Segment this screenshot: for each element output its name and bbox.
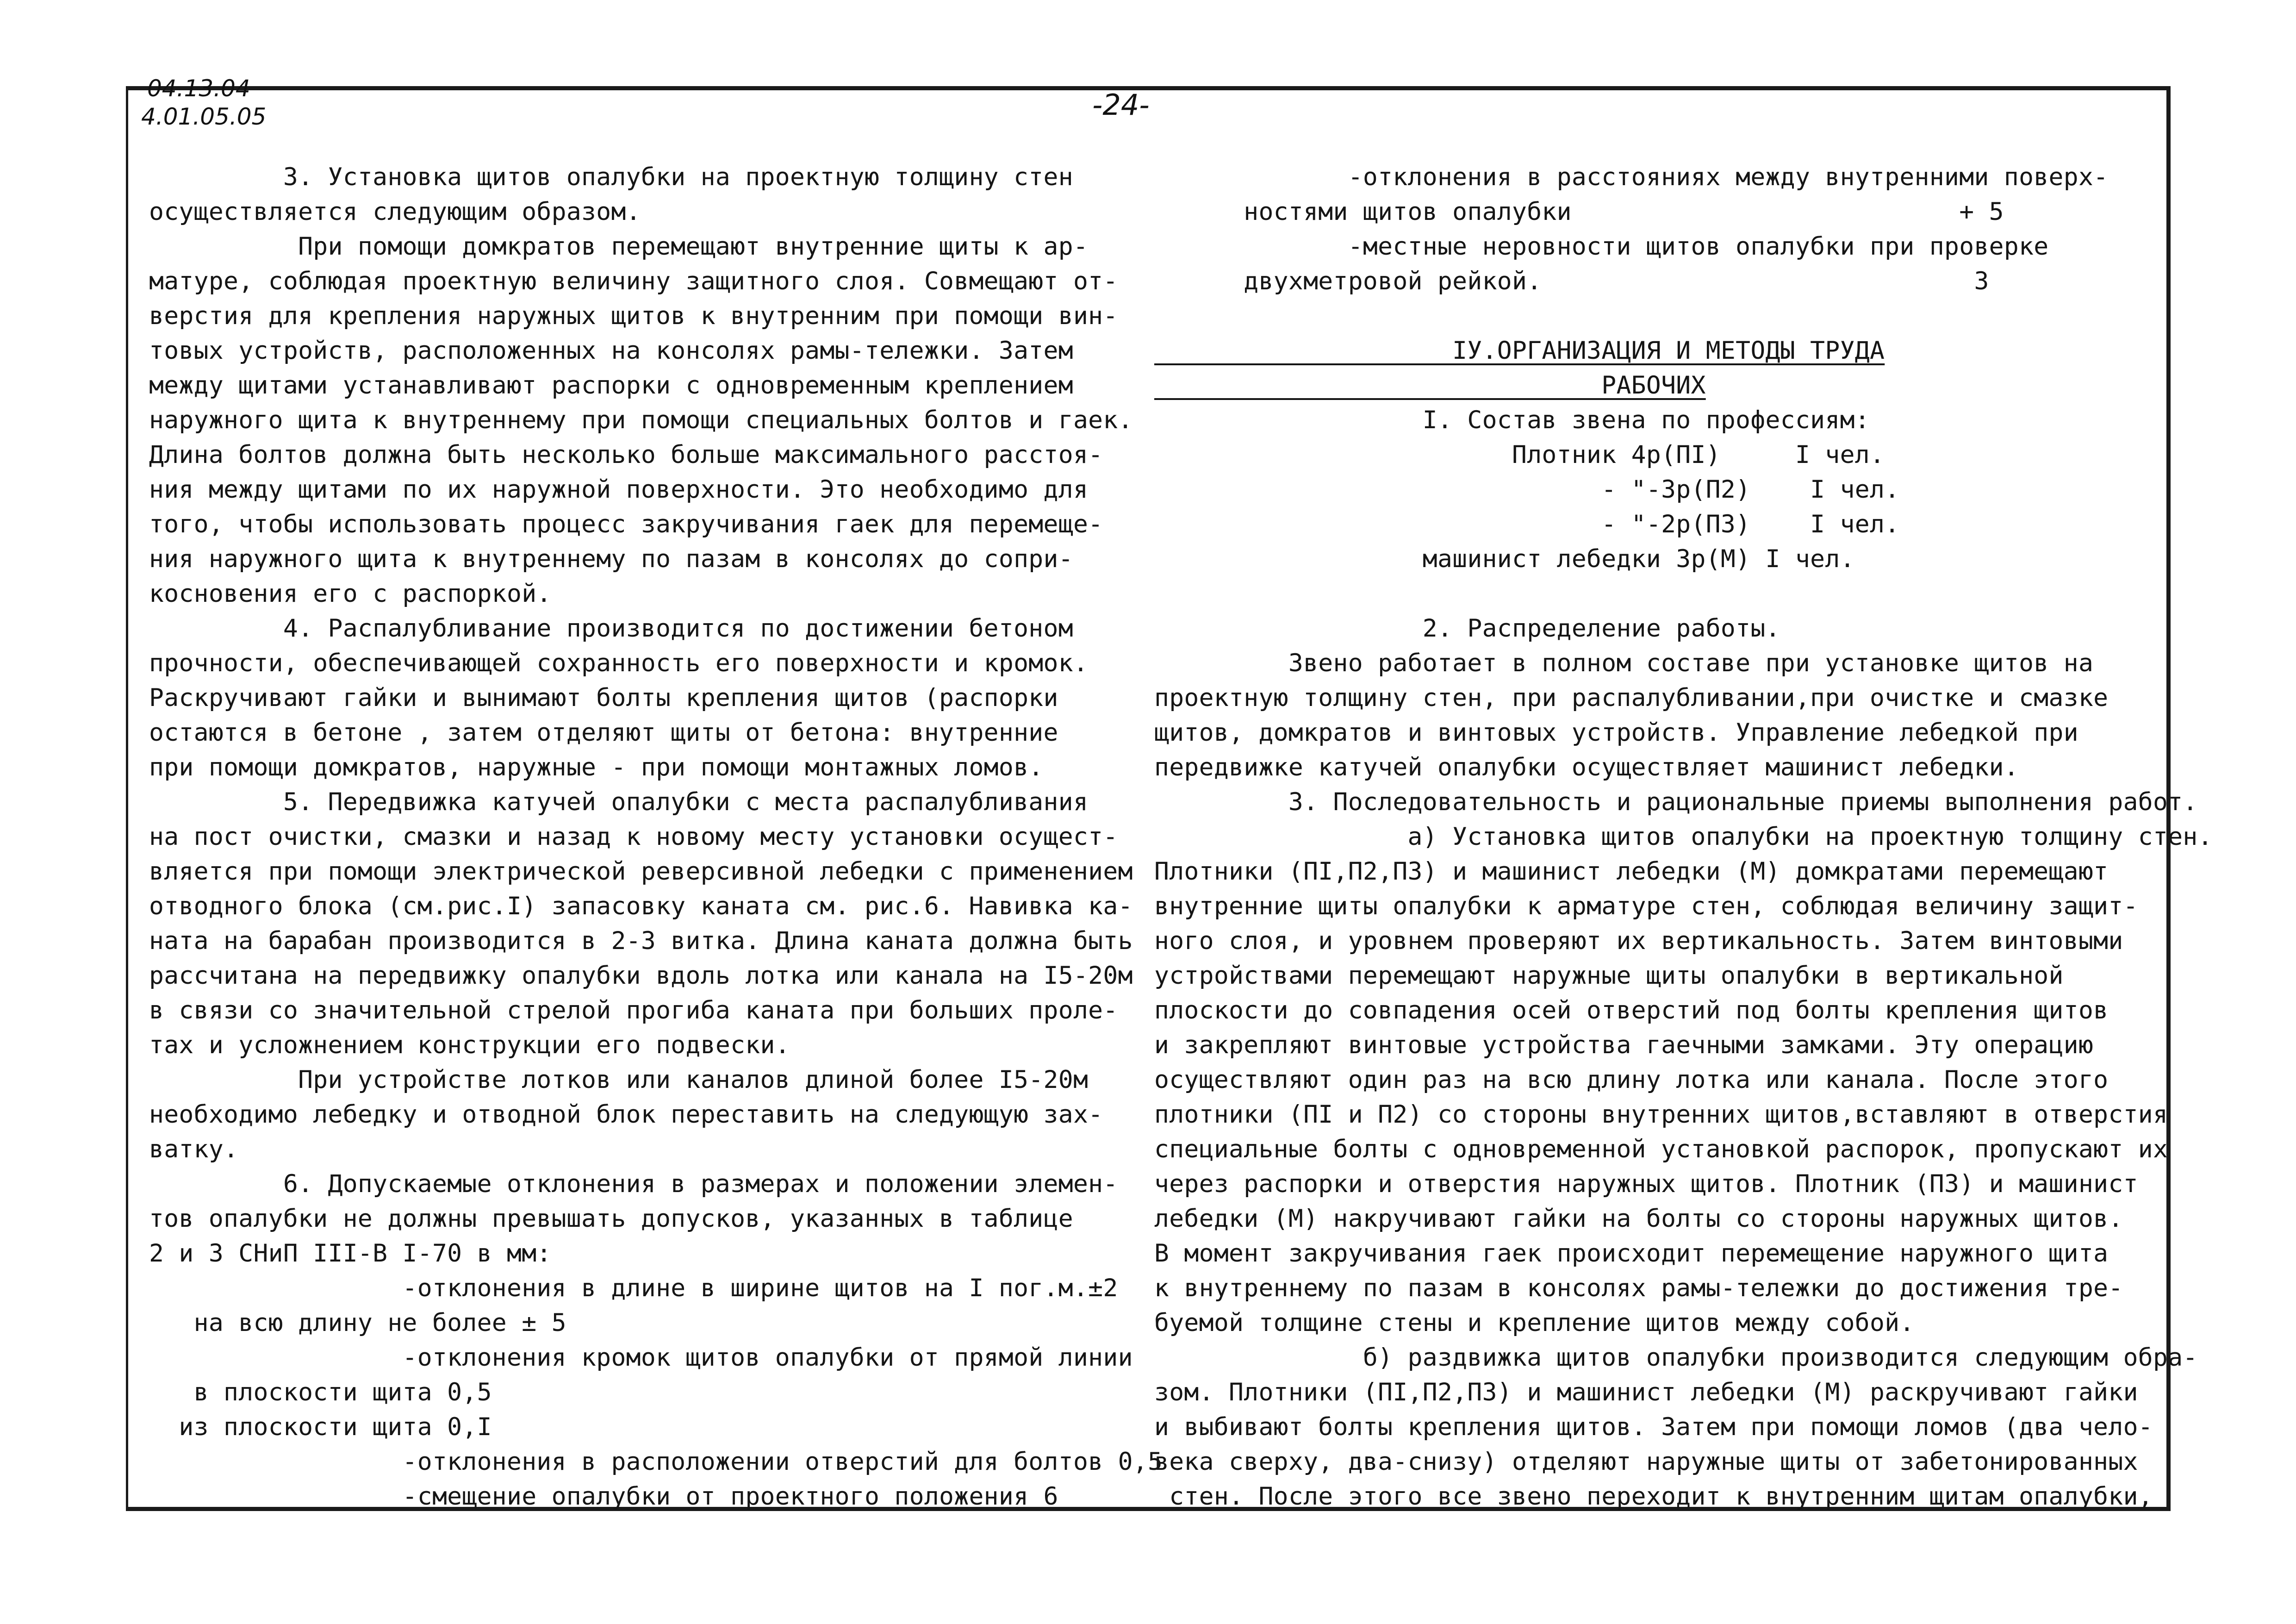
text-line: -отклонения в расстояниях между внутренними поверх-: [1154, 163, 2109, 191]
text-line: а) Установка щитов опалубки на проектную толщину стен.: [1154, 823, 2213, 851]
text-line: -отклонения в расположении отверстий для болтов 0,5: [149, 1448, 1163, 1476]
text-line: осуществляется следующим образом.: [149, 198, 641, 226]
text-line: специальные болты с одновременной установкой распорок, пропускают их: [1154, 1135, 2168, 1163]
text-line: на пост очистки, смазки и назад к новому месту установки осущест-: [149, 823, 1118, 851]
text-line: -отклонения в длине в ширине щитов на I пог.м.±2: [149, 1274, 1118, 1302]
text-line: века сверху, два-снизу) отделяют наружные щиты от забетонированных: [1154, 1448, 2138, 1476]
text-line: Звено работает в полном составе при установке щитов на: [1154, 649, 2094, 677]
right-text-column: [1154, 160, 2213, 1514]
text-line: двухметровой рейкой. 3: [1154, 267, 1989, 295]
text-line: тов опалубки не должны превышать допусков, указанных в таблице: [149, 1205, 1073, 1233]
text-line: осуществляют один раз на всю длину лотка или канала. После этого: [1154, 1066, 2109, 1094]
text-line: прочности, обеспечивающей сохранность его поверхности и кромок.: [149, 649, 1089, 677]
text-line: плотники (ПI и П2) со стороны внутренних щитов,вставляют в отверстия: [1154, 1100, 2168, 1129]
text-line: на всю длину не более ± 5: [149, 1309, 566, 1337]
text-line: РАБОЧИХ: [1154, 371, 1706, 400]
text-line: 2. Распределение работы.: [1154, 614, 1780, 643]
text-line: косновения его с распоркой.: [149, 580, 552, 608]
text-line: - "-2р(П3) I чел.: [1154, 510, 1900, 538]
text-line: и закрепляют винтовые устройства гаечными замками. Эту операцию: [1154, 1031, 2094, 1059]
text-line: в плоскости щита 0,5: [149, 1378, 492, 1406]
text-line: и выбивают болты крепления щитов. Затем при помощи ломов (два чело-: [1154, 1413, 2153, 1441]
text-line: 3. Последовательность и рациональные приемы выполнения работ.: [1154, 788, 2198, 816]
text-line: -отклонения кромок щитов опалубки от прямой линии: [149, 1343, 1133, 1372]
page-number: -24-: [1092, 88, 1150, 122]
text-line: из плоскости щита 0,I: [149, 1413, 492, 1441]
text-line: Плотник 4р(ПI) I чел.: [1154, 441, 1885, 469]
text-line: 5. Передвижка катучей опалубки с места распалубливания: [149, 788, 1089, 816]
text-line: в связи со значительной стрелой прогиба каната при больших проле-: [149, 996, 1118, 1024]
text-line: тах и усложнением конструкции его подвески.: [149, 1031, 790, 1059]
text-line: б) раздвижка щитов опалубки производится следующим обра-: [1154, 1343, 2198, 1372]
text-line: внутренние щиты опалубки к арматуре стен, соблюдая величину защит-: [1154, 892, 2138, 920]
text-line: 3. Установка щитов опалубки на проектную толщину стен: [149, 163, 1073, 191]
text-line: остаются в бетоне , затем отделяют щиты от бетона: внутренние: [149, 718, 1058, 747]
text-line: ната на барабан производится в 2-3 витка. Длина каната должна быть: [149, 927, 1133, 955]
text-line: через распорки и отверстия наружных щитов. Плотник (П3) и машинист: [1154, 1170, 2138, 1198]
text-line: рассчитана на передвижку опалубки вдоль лотка или канала на I5-20м: [149, 962, 1133, 990]
text-line: к внутреннему по пазам в консолях рамы-тележки до достижения тре-: [1154, 1274, 2123, 1302]
text-line: [1154, 299, 2213, 333]
text-line: при помощи домкратов, наружные - при помощи монтажных ломов.: [149, 753, 1044, 781]
text-line: товых устройств, расположенных на консолях рамы-тележки. Затем: [149, 337, 1073, 365]
text-line: - "-3р(П2) I чел.: [1154, 475, 1900, 504]
text-line: ного слоя, и уровнем проверяют их вертикальность. Затем винтовыми: [1154, 927, 2123, 955]
text-line: Раскручивают гайки и вынимают болты крепления щитов (распорки: [149, 684, 1058, 712]
text-line: В момент закручивания гаек происходит перемещение наружного щита: [1154, 1239, 2109, 1268]
text-line: зом. Плотники (ПI,П2,П3) и машинист лебедки (М) раскручивают гайки: [1154, 1378, 2138, 1406]
text-line: ния между щитами по их наружной поверхности. Это необходимо для: [149, 475, 1089, 504]
text-line: 6. Допускаемые отклонения в размерах и положении элемен-: [149, 1170, 1118, 1198]
text-line: щитов, домкратов и винтовых устройств. Управление лебедкой при: [1154, 718, 2078, 747]
text-line: проектную толщину стен, при распалубливании,при очистке и смазке: [1154, 684, 2109, 712]
text-line: Плотники (ПI,П2,П3) и машинист лебедки (М) домкратами перемещают: [1154, 857, 2109, 886]
text-line: При устройстве лотков или каналов длиной более I5-20м: [149, 1066, 1089, 1094]
text-line: отводного блока (см.рис.I) запасовку каната см. рис.6. Навивка ка-: [149, 892, 1133, 920]
text-line: стен. После этого все звено переходит к внутренним щитам опалубки,: [1154, 1482, 2153, 1511]
text-line: верстия для крепления наружных щитов к внутренним при помощи вин-: [149, 302, 1118, 330]
text-line: Длина болтов должна быть несколько больше максимального расстоя-: [149, 441, 1103, 469]
text-line: 4. Распалубливание производится по достижении бетоном: [149, 614, 1073, 643]
text-line: того, чтобы использовать процесс закручивания гаек для перемеще-: [149, 510, 1103, 538]
text-line: I. Состав звена по профессиям:: [1154, 406, 1870, 434]
text-line: плоскости до совпадения осей отверстий под болты крепления щитов: [1154, 996, 2109, 1024]
text-line: -смещение опалубки от проектного положения 6: [149, 1482, 1058, 1511]
text-line: матуре, соблюдая проектную величину защитного слоя. Совмещают от-: [149, 267, 1118, 295]
left-text-column: [149, 160, 1163, 1514]
text-line: 2 и 3 СНиП III-В I-70 в мм:: [149, 1239, 552, 1268]
document-code-handwritten: 04.13.04: [147, 75, 250, 102]
text-line: [1154, 576, 2213, 611]
text-line: IУ.ОРГАНИЗАЦИЯ И МЕТОДЫ ТРУДА: [1154, 337, 1885, 365]
text-line: наружного щита к внутреннему при помощи специальных болтов и гаек.: [149, 406, 1133, 434]
text-line: ватку.: [149, 1135, 239, 1163]
text-line: необходимо лебедку и отводной блок переставить на следующую зах-: [149, 1100, 1103, 1129]
text-line: -местные неровности щитов опалубки при проверке: [1154, 232, 2049, 261]
text-line: машинист лебедки 3р(М) I чел.: [1154, 545, 1855, 573]
text-line: вляется при помощи электрической реверсивной лебедки с применением: [149, 857, 1133, 886]
text-line: При помощи домкратов перемещают внутренние щиты к ар-: [149, 232, 1089, 261]
text-line: лебедки (М) накручивают гайки на болты со стороны наружных щитов.: [1154, 1205, 2123, 1233]
text-line: буемой толщине стены и крепление щитов между собой.: [1154, 1309, 1915, 1337]
text-line: ностями щитов опалубки + 5: [1154, 198, 2004, 226]
text-line: ния наружного щита к внутреннему по пазам в консолях до сопри-: [149, 545, 1073, 573]
text-line: между щитами устанавливают распорки с одновременным креплением: [149, 371, 1073, 400]
text-line: устройствами перемещают наружные щиты опалубки в вертикальной: [1154, 962, 2064, 990]
document-code-secondary-handwritten: 4.01.05.05: [141, 103, 267, 130]
text-line: передвижке катучей опалубки осуществляет машинист лебедки.: [1154, 753, 2019, 781]
